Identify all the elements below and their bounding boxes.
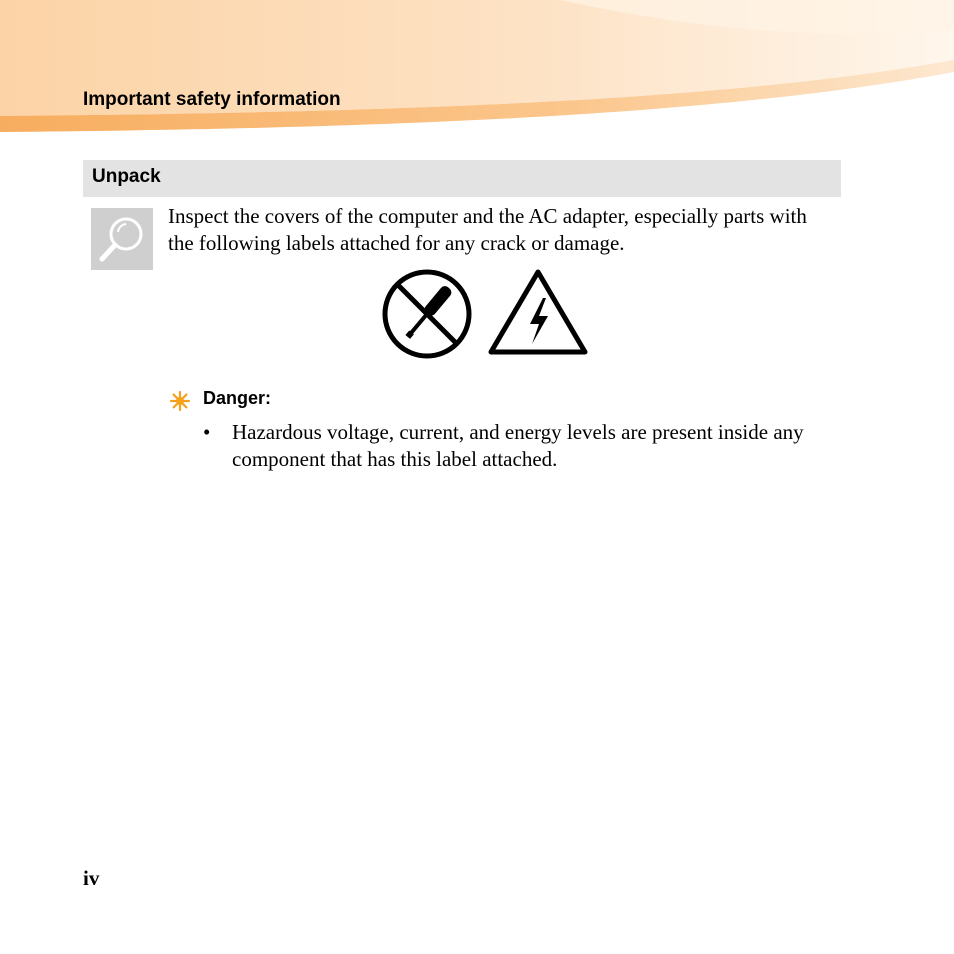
no-service-screwdriver-icon (381, 268, 473, 360)
magnifier-icon (91, 208, 153, 270)
danger-bullet-text: Hazardous voltage, current, and energy levels are present inside any component that has this label attached. (232, 420, 804, 471)
header-wave-band (0, 0, 954, 140)
inspect-instruction-text: Inspect the covers of the computer and the AC adapter, especially parts with the following labels attached for any crack or damage. (168, 204, 807, 255)
danger-burst-icon (170, 391, 190, 411)
danger-label: Danger: (203, 388, 272, 408)
page-header-title: Important safety information (83, 89, 341, 110)
bullet-marker: • (203, 420, 211, 444)
page-number: iv (83, 866, 100, 890)
section-header-bar (83, 160, 841, 197)
section-title: Unpack (92, 166, 161, 187)
high-voltage-warning-icon (488, 268, 588, 356)
